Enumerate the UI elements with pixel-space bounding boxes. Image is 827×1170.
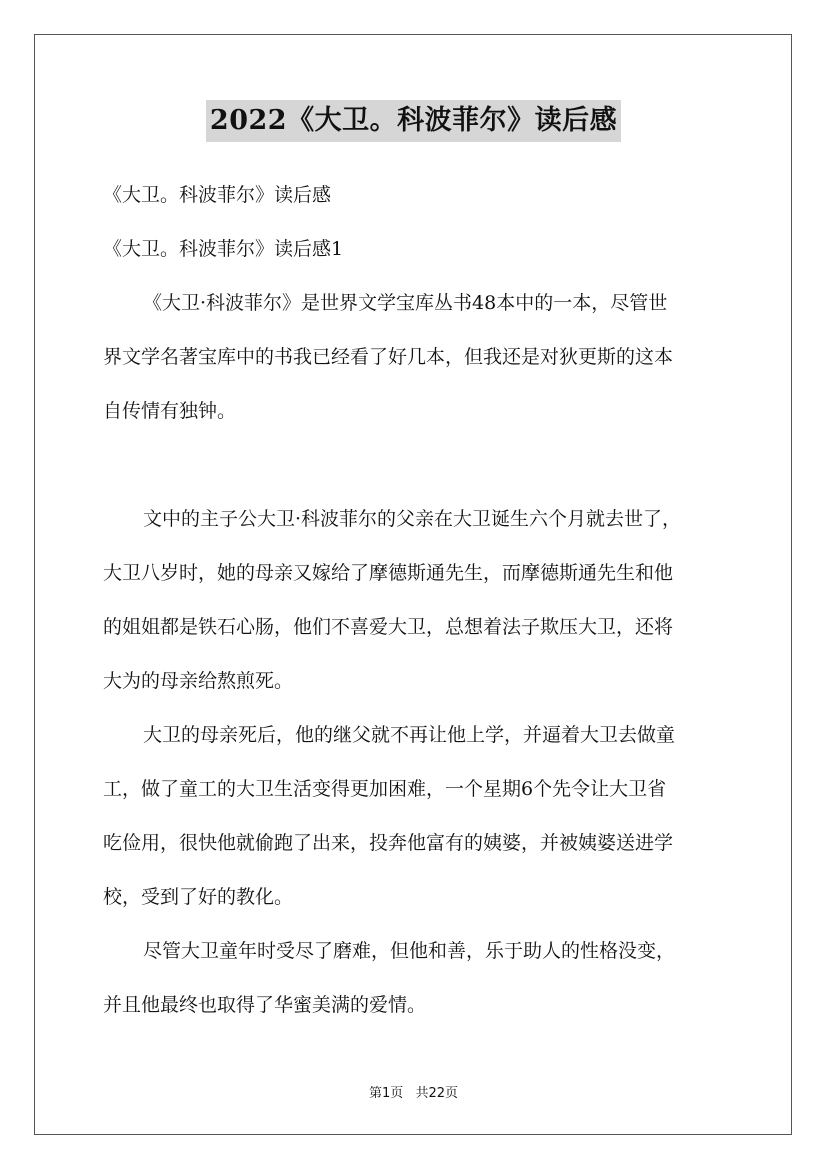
paragraph-line: 的姐姐都是铁石心肠，他们不喜爱大卫，总想着法子欺压大卫，还将 — [103, 616, 674, 638]
paragraph-line: 吃俭用，很快他就偷跑了出来，投奔他富有的姨婆，并被姨婆送进学 — [103, 832, 674, 854]
paragraph-line: 《大卫·科波菲尔》是世界文学宝库丛书48本中的一本，尽管世 — [143, 292, 668, 314]
paragraph-line: 界文学名著宝库中的书我已经看了好几本，但我还是对狄更斯的这本 — [103, 346, 674, 368]
page-total: 共22页 — [415, 1086, 458, 1101]
paragraph-line: 尽管大卫童年时受尽了磨难，但他和善，乐于助人的性格没变， — [143, 940, 676, 962]
page-footer — [0, 1082, 827, 1101]
paragraph-line: 自传情有独钟。 — [103, 400, 237, 422]
subtitle-line: 《大卫。科波菲尔》读后感 — [103, 184, 332, 206]
title-wrap — [0, 100, 827, 142]
paragraph-line: 工，做了童工的大卫生活变得更加困难，一个星期6个先令让大卫省 — [103, 778, 667, 800]
paragraph-line: 校，受到了好的教化。 — [103, 886, 294, 908]
paragraph-line: 文中的主子公大卫·科波菲尔的父亲在大卫诞生六个月就去世了， — [143, 508, 682, 530]
section-heading: 《大卫。科波菲尔》读后感1 — [103, 238, 344, 260]
document-title: 2022《大卫。科波菲尔》读后感 — [206, 100, 621, 142]
page-number: 第1页 — [369, 1086, 404, 1101]
paragraph-line: 并且他最终也取得了华蜜美满的爱情。 — [103, 994, 427, 1016]
paragraph-line: 大为的母亲给熬煎死。 — [103, 670, 294, 692]
blank-line — [103, 438, 728, 492]
document-body — [103, 168, 728, 1032]
paragraph-line: 大卫八岁时，她的母亲又嫁给了摩德斯通先生，而摩德斯通先生和他 — [103, 562, 674, 584]
paragraph-line: 大卫的母亲死后，他的继父就不再让他上学，并逼着大卫去做童 — [143, 724, 676, 746]
